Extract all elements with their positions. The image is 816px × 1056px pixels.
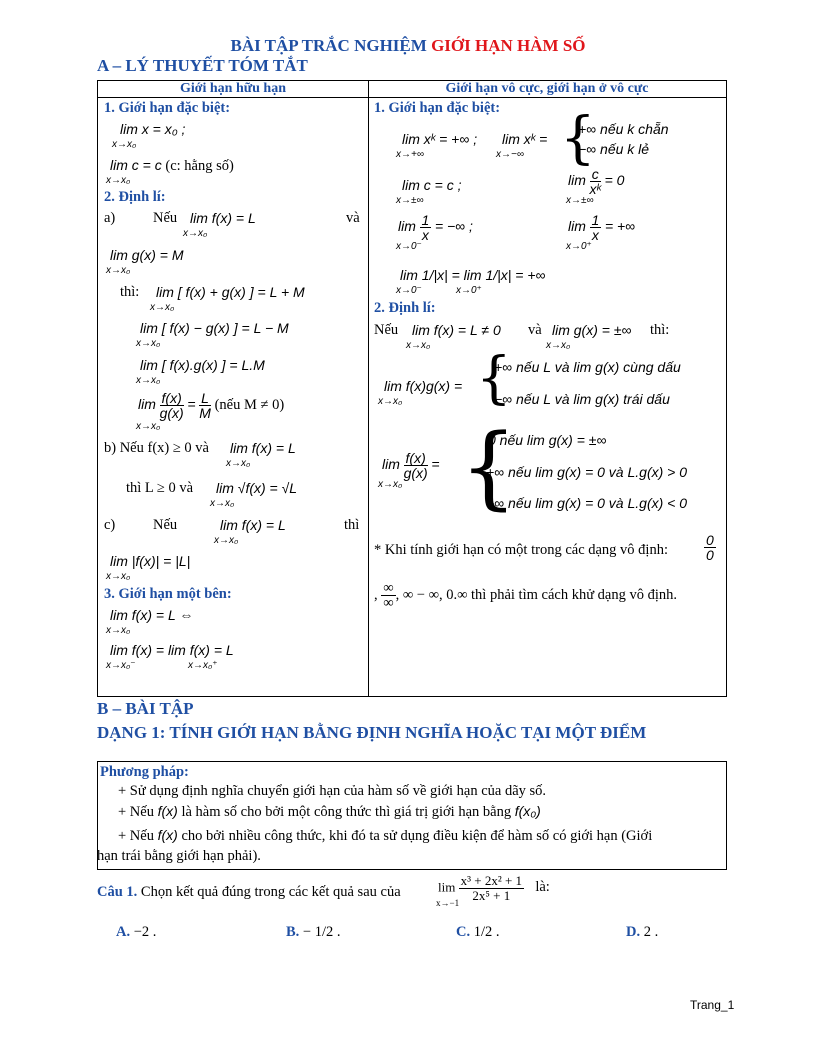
question-1-text: Chọn kết quả đúng trong các kết quả sau của [140,884,401,900]
right-r2b-den: xᵏ [589,181,601,197]
title-part-2: GIỚI HẠN HÀM SỐ [431,36,586,55]
question-1-num: x³ + 2x² + 1 [460,873,523,888]
question-1-label: Câu 1. [97,884,138,900]
right-r1b: lim xᵏ = [502,131,548,147]
right-prod-lim: lim f(x)g(x) = [384,378,463,394]
right-prod-case2: −∞ nếu L và lim g(x) trái dấu [494,391,670,407]
left-special-1: lim x = x₀ ; [120,121,186,137]
left-c-if: Nếu [153,517,178,533]
left-a-label: a) [104,210,116,226]
table-divider [368,81,369,696]
method-line-2 [118,803,541,821]
right-note-2-text: , ∞ − ∞, 0.∞ thì phải tìm cách khử dạng vô định. [395,586,678,603]
left-special-1-sub: x→x₀ [112,139,137,150]
right-quot-sub: x→x₀ [378,479,403,490]
option-a-value: −2 . [133,924,157,940]
left-a-sub: x→x₀ [183,228,208,239]
left-c-abs-sub: x→x₀ [106,571,131,582]
right-d-and: và [528,322,542,338]
left-b-sqrt: lim √f(x) = √L [216,480,298,496]
right-r3b-val: = +∞ [604,217,636,234]
right-r2b-lim: lim [568,171,586,188]
right-h2: 2. Định lí: [374,300,436,316]
method-line-3 [118,827,652,845]
option-c-label: C. [456,924,471,940]
section-b-heading: B – BÀI TẬP [97,699,194,718]
method-line-4: hạn trái bằng giới hạn phải). [97,848,261,864]
right-note-frac-1 [704,533,716,562]
option-d[interactable] [626,924,658,941]
right-d-then: thì: [650,322,670,338]
right-r1b-sub: x→−∞ [496,149,524,160]
right-note-frac-2-den: ∞ [383,595,394,611]
left-one-side-1-sub: x→x₀ [106,625,131,636]
left-c-label: c) [104,517,116,533]
left-c-sub: x→x₀ [214,535,239,546]
left-diff: lim [ f(x) − g(x) ] = L − M [140,320,289,336]
option-b-value: − 1/2 . [302,924,341,940]
left-quotient: lim $\frac{f(x)}{g(x)}$ = $\frac{L}{M}$ (nếu M ≠ 0) [138,390,285,421]
method-line-2-b: f(x) [157,803,178,819]
left-b-text: b) Nếu f(x) ≥ 0 và [104,440,209,456]
right-quot-num: f(x) [405,450,426,466]
left-one-side-2: lim f(x) = lim f(x) = L [110,642,234,658]
option-d-label: D. [626,924,641,940]
right-note-frac-1-den: 0 [706,547,714,563]
right-quot-den: g(x) [403,465,428,481]
col-header-finite: Giới hạn hữu hạn [179,81,287,96]
method-line-2-c: là hàm số cho bởi một công thức thì giá trị giới hạn bằng [181,804,512,820]
right-quot-case3: −∞ nếu lim g(x) = 0 và L.g(x) < 0 [486,495,688,511]
right-d-expr1: lim f(x) = L ≠ 0 [412,322,501,338]
right-r1-case2: −∞ nếu k lẻ [578,141,650,157]
right-r1-case1: +∞ nếu k chẵn [578,121,669,137]
right-quot-lim: lim [382,455,400,472]
title-part-1: BÀI TẬP TRẮC NGHIỆM [230,36,432,55]
option-c[interactable] [456,924,500,941]
left-h2: 2. Định lí: [104,189,166,205]
right-r3a-sub: x→0⁻ [396,241,422,252]
left-h3: 3. Giới hạn một bên: [104,586,232,602]
right-r2b-sub: x→±∞ [566,195,594,206]
left-quot-note: (nếu M ≠ 0) [214,396,285,413]
question-1-lim-sub: x→−1 [436,898,460,908]
col-header-infinite: Giới hạn vô cực, giới hạn ở vô cực [445,81,649,96]
left-b-then: thì L ≥ 0 và [126,480,194,496]
page-number: Trang_1 [690,998,735,1012]
left-sum: lim [ f(x) + g(x) ] = L + M [156,284,305,300]
right-r2a-sub: x→±∞ [396,195,424,206]
right-r3b-num: 1 [591,212,600,228]
method-line-3-b: f(x) [157,827,178,843]
left-quot-lim: lim [138,395,156,412]
option-b-label: B. [286,924,300,940]
left-then: thì: [120,284,140,300]
method-line-2-a: + Nếu [118,804,154,820]
table-header-line [98,97,726,98]
right-h1: 1. Giới hạn đặc biệt: [374,100,501,116]
right-r3b [568,213,635,242]
option-c-value: 1/2 . [473,924,500,940]
left-b-sqrt-sub: x→x₀ [210,498,235,509]
right-r2b-num: c [590,167,601,182]
left-quot-den1: g(x) [159,405,184,421]
page-title [0,36,816,56]
method-title: Phương pháp: [100,764,189,780]
option-a[interactable] [116,924,156,941]
left-a-and: và [346,210,360,226]
option-a-label: A. [116,924,131,940]
question-1-lim: lim [438,879,456,895]
right-r4: lim 1/|x| = lim 1/|x| = +∞ [400,267,546,283]
left-diff-sub: x→x₀ [136,338,161,349]
left-c-abs: lim |f(x)| = |L| [110,553,191,569]
right-quot-case1: 0 nếu lim g(x) = ±∞ [488,432,607,448]
right-r3a [398,213,473,242]
right-r1a: lim xᵏ = +∞ ; [402,131,478,147]
right-d-expr2: lim g(x) = ±∞ [552,322,632,338]
method-line-1: + Sử dụng định nghĩa chuyển giới hạn của hàm số về giới hạn của dãy số. [118,783,547,799]
left-special-2-note: (c: hằng số) [165,158,234,174]
option-d-value: 2 . [643,924,659,940]
right-note-frac-2-num: ∞ [383,580,394,596]
right-r3a-num: 1 [421,212,430,228]
left-special-2: lim c = c [110,157,162,173]
option-b[interactable] [286,924,341,941]
left-c-expr: lim f(x) = L [220,517,286,533]
left-b-sub: x→x₀ [226,458,251,469]
right-quot: lim $\frac{f(x)}{g(x)}$ = [382,450,440,481]
section-a-heading: A – LÝ THUYẾT TÓM TẮT [97,56,308,75]
right-note-1: * Khi tính giới hạn có một trong các dạng vô định: [374,542,668,558]
method-line-3-a: + Nếu [118,828,154,844]
right-d-sub2: x→x₀ [546,340,571,351]
left-prod-sub: x→x₀ [136,375,161,386]
left-g-sub: x→x₀ [106,265,131,276]
theory-table: Giới hạn hữu hạn Giới hạn vô cực, giới hạn ở vô cực 1. Giới hạn đặc biệt: lim x = x₀ ; x→x₀ lim c = c (c: hằng số) x→x₀ 2. Định lí: a) Nếu lim f(x) = L x→x₀ và lim g(x) = M x→x₀ thì: lim [ f(x) + g(x) ] = L + M x→x₀ lim [ f(x) − g(x) ] = L − M x→x₀ lim [ f(x).g(x) ] = L.M x→x₀ lim $\frac{f(x)}{g(x)}$ = $\frac{L}{M}$ (nếu M ≠ 0) x→x₀ b) Nếu f(x) ≥ 0 và lim f(x) = L x→x₀ thì L ≥ 0 và lim √f(x) = √L x→x₀ c) Nếu lim f(x) = L x→x₀ thì lim |f(x)| = |L| x→x₀ 3. Giới hạn một bên: lim f(x) = L ⇔ x→x₀ lim f(x) = lim f(x) = L x→x₀⁻ x→x₀⁺ 1. Giới hạn đặc biệt: lim xᵏ = +∞ ; x→+∞ lim xᵏ = x→−∞ { +∞ nếu k chẵn −∞ nếu k lẻ lim c = c ; x→±∞ lim $\frac{c}{\text{xᵏ}}$ = 0 x→±∞ lim $\frac{1}{x}$ = −∞ ; x→0⁻ lim $\frac{1}{x}$ = +∞ x→0⁺ lim 1/|x| = lim 1/|x| = +∞ x→0⁻ x→0⁺ 2. Định lí: Nếu lim f(x) = L ≠ 0 x→x₀ và lim g(x) = ±∞ x→x₀ thì: lim f(x)g(x) = x→x₀ { +∞ nếu L và lim g(x) cùng dấu −∞ nếu L và lim g(x) trái dấu lim $\frac{f(x)}{g(x)}$ = x→x₀ { 0 nếu lim g(x) = ±∞ +∞ nếu lim g(x) = 0 và L.g(x) > 0 −∞ nếu lim g(x) = 0 và L.g(x) < 0 * Khi tính giới hạn có một trong các dạng vô định: $\frac{0}{0}$ , $\frac{\infty}{\infty}$ , ∞ − ∞, 0.∞ thì phải tìm cách khử dạng vô định. [97,80,727,697]
right-r3a-val: = −∞ ; [434,217,473,234]
left-quot-num2: L [201,390,209,406]
right-r2b [568,167,624,196]
left-h1: 1. Giới hạn đặc biệt: [104,100,231,116]
right-r2b-val: = 0 [604,171,625,188]
right-r3b-lim: lim [568,217,586,234]
left-sum-sub: x→x₀ [150,302,175,313]
right-r4-sub1: x→0⁻ [396,285,422,296]
method-line-2-d: f(x₀) [514,803,541,819]
left-one-side-2-sub2: x→x₀⁺ [188,660,218,671]
dang-1-heading: DẠNG 1: TÍNH GIỚI HẠN BẰNG ĐỊNH NGHĨA HOẶC TẠI MỘT ĐIỂM [97,723,647,742]
right-r4-sub2: x→0⁺ [456,285,482,296]
right-r3b-sub: x→0⁺ [566,241,592,252]
right-d-sub1: x→x₀ [406,340,431,351]
left-a-if: Nếu [153,210,178,226]
right-r2a: lim c = c ; [402,177,462,193]
right-quot-case2: +∞ nếu lim g(x) = 0 và L.g(x) > 0 [486,464,688,480]
right-prod-case1: +∞ nếu L và lim g(x) cùng dấu [494,359,681,375]
left-prod: lim [ f(x).g(x) ] = L.M [140,357,265,373]
method-line-3-c: cho bởi nhiều công thức, khi đó ta sử dụng điều kiện để hàm số có giới hạn (Giới [181,828,653,844]
question-1-tail: là: [535,879,550,896]
right-note-2: , $\frac{\infty}{\infty}$ , ∞ − ∞, 0.∞ thì phải tìm cách khử dạng vô định. [374,580,678,611]
left-g-expr: lim g(x) = M [110,247,184,263]
right-r3b-den: x [591,227,599,243]
question-1 [97,884,401,901]
right-r3a-den: x [421,227,429,243]
left-b-expr: lim f(x) = L [230,440,296,456]
left-c-then: thì [344,517,360,533]
left-quot-den2: M [199,405,211,421]
right-r1a-sub: x→+∞ [396,149,424,160]
left-special-2-sub: x→x₀ [106,175,131,186]
question-1-den: 2x⁵ + 1 [472,888,511,903]
left-quot-num1: f(x) [161,390,182,406]
right-note-frac-1-num: 0 [706,532,714,548]
right-prod-sub: x→x₀ [378,396,403,407]
left-one-side-1: lim f(x) = L ⇔ [110,607,194,623]
left-one-side-2-sub1: x→x₀⁻ [106,660,136,671]
left-a-expr: lim f(x) = L [190,210,256,226]
right-d-if: Nếu [374,322,399,338]
left-quot-sub: x→x₀ [136,421,161,432]
right-r3a-lim: lim [398,217,416,234]
